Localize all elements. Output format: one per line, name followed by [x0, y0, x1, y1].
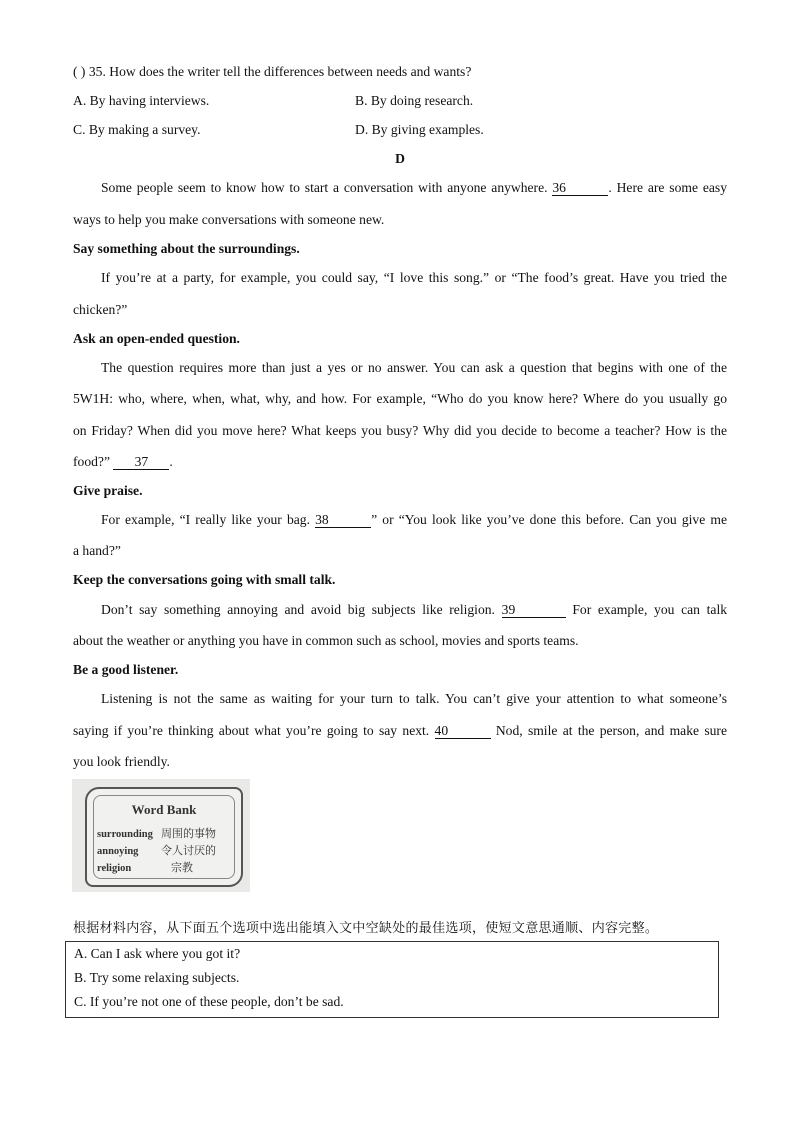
- question-text: 35. How does the writer tell the differences between needs and wants?: [88, 64, 472, 79]
- text: saying if you’re thinking about what you’re going to say next.: [73, 723, 430, 738]
- entry-chinese: 宗教: [171, 861, 193, 874]
- blank-39: 39: [502, 603, 566, 618]
- entry-english: surrounding: [97, 829, 153, 840]
- instruction-text: 根据材料内容，从下面五个选项中选出能填入文中空缺处的最佳选项，使短文意思通顺、内容完整。: [73, 921, 659, 936]
- paragraph-3-line-1: The question requires more than just a yes or no answer. You can ask a question that begins with one of the: [101, 360, 727, 375]
- question-35-stem: [73, 64, 471, 80]
- option-c: C. If you’re not one of these people, don’t be sad.: [74, 994, 344, 1009]
- word-bank-entry: [97, 825, 216, 841]
- word-bank-entry: [97, 842, 216, 858]
- answer-parentheses: ( ): [73, 64, 86, 79]
- option-a: A. By having interviews.: [73, 93, 210, 108]
- text: For example, “I really like your bag.: [101, 512, 310, 527]
- heading-surroundings: Say something about the surroundings.: [73, 241, 300, 256]
- entry-chinese: 周围的事物: [161, 827, 216, 840]
- paragraph-2-line-1: If you’re at a party, for example, you could say, “I love this song.” or “The food’s great. Have you tried the: [101, 270, 727, 285]
- text: Nod, smile at the person, and make sure: [495, 723, 727, 738]
- paragraph-4-line-2: a hand?”: [73, 543, 121, 558]
- paragraph-1-line-1: [101, 180, 727, 196]
- section-label: D: [395, 151, 405, 166]
- heading-open-ended: Ask an open-ended question.: [73, 331, 240, 346]
- word-bank-image: [72, 779, 250, 892]
- heading-good-listener: Be a good listener.: [73, 662, 179, 677]
- paragraph-5-line-2: about the weather or anything you have in common such as school, movies and sports teams.: [73, 633, 579, 648]
- paragraph-3-line-3: on Friday? When did you move here? What keeps you busy? Why did you decide to become a teacher? How is the: [73, 423, 727, 438]
- option-a: A. Can I ask where you got it?: [74, 946, 241, 961]
- option-c: C. By making a survey.: [73, 122, 201, 137]
- heading-small-talk: Keep the conversations going with small talk.: [73, 572, 336, 587]
- text: .: [169, 454, 173, 469]
- option-b: B. By doing research.: [355, 93, 474, 108]
- word-bank-title: Word Bank: [131, 802, 197, 817]
- paragraph-3-line-2: 5W1H: who, where, when, what, why, and how. For example, “Who do you know here? Where do you usually go: [73, 391, 727, 406]
- text: . Here are some easy: [608, 180, 727, 195]
- text: For example, you can talk: [572, 602, 728, 617]
- entry-english: annoying: [97, 846, 139, 857]
- heading-give-praise: Give praise.: [73, 483, 143, 498]
- blank-38: 38: [315, 513, 371, 528]
- blank-37: 37: [113, 455, 169, 470]
- paragraph-2-line-2: chicken?”: [73, 302, 128, 317]
- option-b: B. Try some relaxing subjects.: [74, 970, 240, 985]
- paragraph-5-line-1: [101, 602, 727, 618]
- option-d: D. By giving examples.: [355, 122, 484, 137]
- text: Don’t say something annoying and avoid big subjects like religion.: [101, 602, 495, 617]
- blank-36: 36: [552, 181, 608, 196]
- word-bank-entry: [97, 859, 193, 875]
- paragraph-6-line-3: you look friendly.: [73, 754, 170, 769]
- paragraph-4-line-1: [101, 512, 727, 528]
- entry-english: religion: [97, 863, 132, 874]
- entry-chinese: 令人讨厌的: [161, 844, 216, 857]
- text: ” or “You look like you’ve done this before. Can you give me: [371, 512, 727, 527]
- paragraph-1-line-2: ways to help you make conversations with someone new.: [73, 212, 385, 227]
- paragraph-3-line-4: [73, 454, 173, 470]
- text: Some people seem to know how to start a conversation with anyone anywhere.: [101, 180, 548, 195]
- paragraph-6-line-2: [73, 723, 727, 739]
- blank-40: 40: [435, 724, 491, 739]
- paragraph-6-line-1: Listening is not the same as waiting for your turn to talk. You can’t give your attention to what someone’s: [101, 691, 727, 706]
- scroll-frame: [85, 787, 243, 887]
- text: food?”: [73, 454, 110, 469]
- options-box: [65, 941, 719, 1018]
